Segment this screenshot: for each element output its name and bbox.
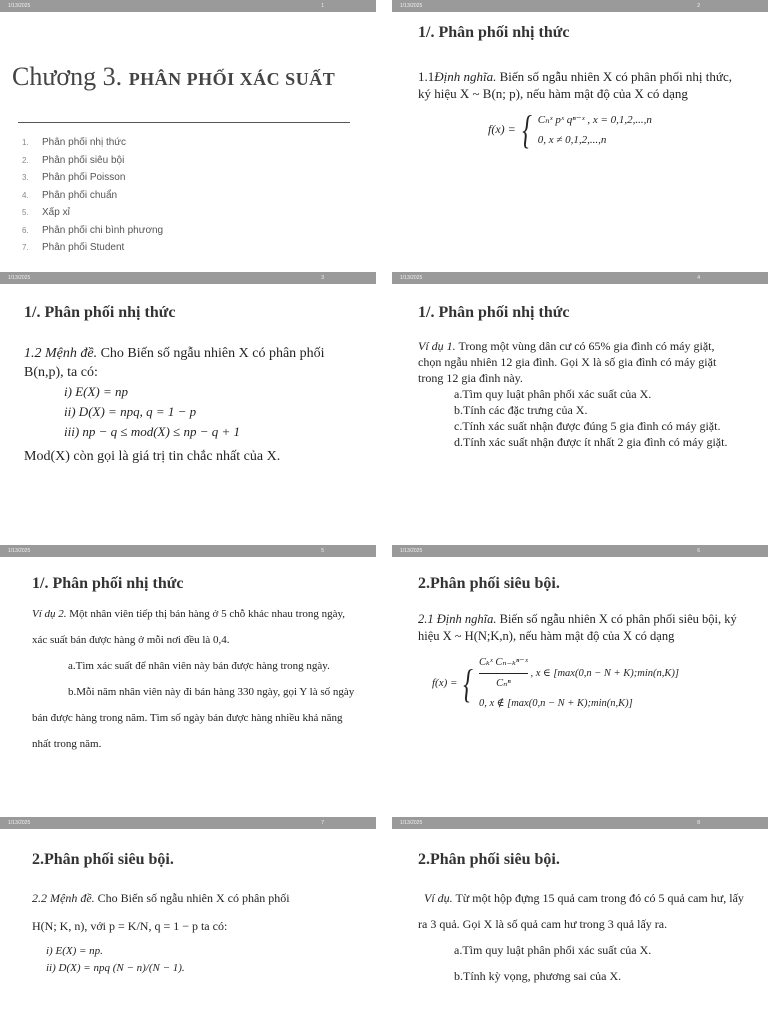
hypergeometric-pmf-formula: f(x) = { Cₖˣ Cₙ₋ₖⁿ⁻ˣ Cₙⁿ , x ∈ [max(0,n − N + K);min(n,K)] 0, x ∉ [max(0,n − N + K);min(n,K)] — [432, 653, 748, 714]
question-a: a.Tìm xác suất để nhân viên này bán được hàng trong ngày. — [68, 660, 330, 672]
formula-variance: ii) D(X) = npq, q = 1 − p — [64, 404, 197, 419]
formula-variance: ii) D(X) = npq (N − n)/(N − 1). — [46, 962, 185, 974]
slide-date: 1/13/2025 — [400, 548, 423, 554]
outline-item: 1. Phân phối nhị thức — [22, 137, 126, 148]
slide-header-bar — [392, 0, 768, 12]
slide-header-bar — [0, 545, 376, 557]
slide-header-bar — [392, 817, 768, 829]
question-a: a.Tìm quy luật phân phối xác suất của X. — [454, 943, 652, 957]
slide-2 — [392, 0, 768, 258]
question-a: a.Tìm quy luật phân phối xác suất của X. — [454, 387, 652, 401]
example-text: Ví dụ 2. Một nhân viên tiếp thị bán hàng ở 5 chỗ khác nhau trong ngày, xác suất bán được hàng ở mỗi nơi đều là 0,4. — [32, 608, 346, 646]
formula-expectation: i) E(X) = np. — [46, 945, 103, 957]
slide-date: 1/13/2025 — [8, 3, 31, 9]
question-c: c.Tính xác suất nhận được đúng 5 gia đình có máy giặt. — [454, 419, 721, 433]
slide-title: 1/. Phân phối nhị thức — [32, 575, 184, 592]
formula-expectation: i) E(X) = np — [64, 384, 129, 399]
question-d: d.Tính xác suất nhận được ít nhất 2 gia đình có máy giặt. — [454, 435, 728, 449]
slide-4 — [392, 272, 768, 530]
question-b: b.Tính các đặc trưng của X. — [454, 403, 588, 417]
outline-item: 4. Phân phối chuẩn — [22, 189, 118, 201]
proposition-text: 1.2 Mệnh đề. Cho Biến số ngẫu nhiên X có phân phối B(n,p), ta có: — [24, 346, 325, 380]
slide-7 — [0, 817, 376, 1024]
slide-date: 1/13/2025 — [8, 275, 31, 281]
slide-title: 2.Phân phối siêu bội. — [418, 851, 560, 868]
slide-5 — [0, 545, 376, 803]
slide-date: 1/13/2025 — [8, 820, 31, 826]
slide-header-bar — [392, 272, 768, 284]
outline-item: 3. Phân phối Poisson — [22, 172, 126, 183]
slide-date: 1/13/2025 — [400, 820, 423, 826]
question-b: b.Mỗi năm nhân viên này đi bán hàng 330 ngày, gọi Y là số ngày bán được hàng trong năm. Tìm số ngày bán được hàng nhiều khả năng nhất trong năm. — [32, 686, 355, 750]
proposition-params: H(N; K, n), với p = K/N, q = 1 − p ta có: — [32, 919, 228, 933]
outline-item: 5. Xấp xỉ — [22, 207, 70, 218]
chapter-name: PHÂN PHỐI XÁC SUẤT — [128, 69, 336, 89]
chapter-outline — [22, 134, 163, 257]
slide-number: 3 — [321, 275, 324, 281]
slide-header-bar — [0, 272, 376, 284]
chapter-title — [12, 62, 335, 92]
slide-number: 1 — [321, 3, 324, 9]
outline-item: 2. Phân phối siêu bội — [22, 154, 125, 166]
outline-item: 7. Phân phối Student — [22, 242, 125, 253]
proposition-text: 2.2 Mệnh đề. Cho Biến số ngẫu nhiên X có phân phối — [32, 891, 290, 905]
slide-6 — [392, 545, 768, 803]
slide-8 — [392, 817, 768, 1024]
example-text: Ví dụ 1. Trong một vùng dân cư có 65% gia đình có máy giặt, chọn ngẫu nhiên 12 gia đình. Gọi X là số gia đình có máy giặt trong 12 gia đình này. — [418, 339, 717, 385]
slide-date: 1/13/2025 — [400, 3, 423, 9]
outline-item: 6. Phân phối chi bình phương — [22, 224, 164, 236]
formula-mode: iii) np − q ≤ mod(X) ≤ np − q + 1 — [64, 424, 240, 439]
definition-text: 2.1 Định nghĩa. Biến số ngẫu nhiên X có phân phối siêu bội, ký hiệu X ~ H(N;K,n), nếu hàm mật độ của X có dạng — [418, 612, 737, 643]
slide-title: 1/. Phân phối nhị thức — [418, 304, 570, 321]
slide-date: 1/13/2025 — [8, 548, 31, 554]
example-text: Ví dụ. Từ một hộp đựng 15 quả cam trong đó có 5 quả cam hư, lấy ra 3 quả. Gọi X là số quả cam hư trong 3 quả lấy ra. — [418, 891, 744, 931]
slide-3 — [0, 272, 376, 530]
definition-text: 1.1Định nghĩa. Biến số ngẫu nhiên X có phân phối nhị thức, ký hiệu X ~ B(n; p), nếu hàm mật độ của X có dạng — [418, 69, 732, 101]
slide-number: 4 — [697, 275, 700, 281]
slide-1 — [0, 0, 376, 258]
slide-date: 1/13/2025 — [400, 275, 423, 281]
binomial-pmf-formula: f(x) = { Cₙˣ pˣ qⁿ⁻ˣ , x = 0,1,2,...,n 0, x ≠ 0,1,2,...,n — [488, 107, 652, 152]
slide-number: 6 — [697, 548, 700, 554]
slide-number: 5 — [321, 548, 324, 554]
slide-title: 1/. Phân phối nhị thức — [24, 304, 176, 321]
slide-number: 7 — [321, 820, 324, 826]
slide-title: 1/. Phân phối nhị thức — [418, 24, 570, 41]
slide-number: 8 — [697, 820, 700, 826]
question-b: b.Tính kỳ vọng, phương sai của X. — [454, 969, 622, 983]
slide-title: 2.Phân phối siêu bội. — [418, 575, 560, 592]
mode-note: Mod(X) còn gọi là giá trị tin chắc nhất của X. — [24, 449, 281, 464]
divider — [18, 122, 350, 123]
chapter-prefix: Chương 3. — [12, 62, 123, 91]
slide-header-bar — [0, 0, 376, 12]
slide-title: 2.Phân phối siêu bội. — [32, 851, 174, 868]
slide-header-bar — [0, 817, 376, 829]
slide-header-bar — [392, 545, 768, 557]
slide-number: 2 — [697, 3, 700, 9]
